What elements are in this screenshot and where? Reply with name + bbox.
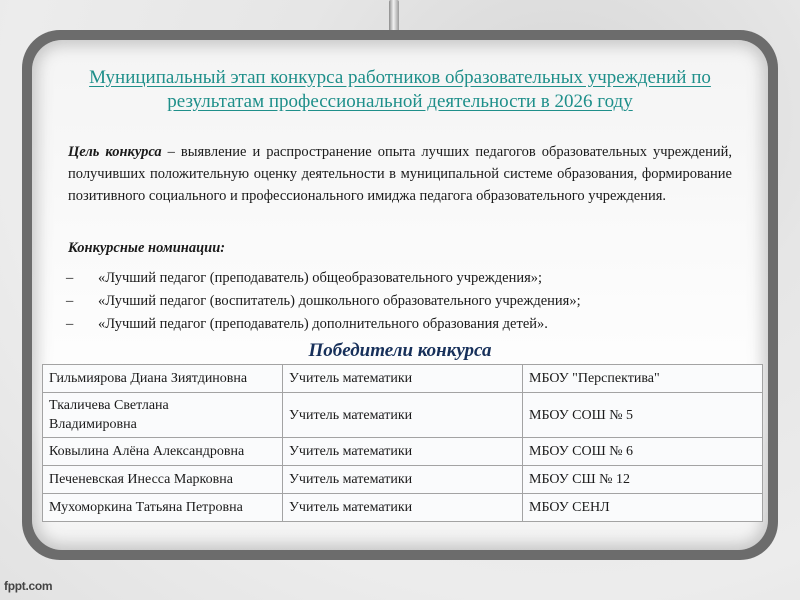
nomination-item — [66, 313, 746, 336]
winner-name: Гильмиярова Диана Зиятдиновна — [43, 365, 283, 393]
winner-position: Учитель математики — [283, 365, 523, 393]
table-row — [43, 365, 763, 393]
nomination-item — [66, 267, 746, 290]
nomination-text: «Лучший педагог (воспитатель) дошкольного образовательного учреждения»; — [98, 293, 581, 309]
goal-paragraph — [68, 141, 732, 207]
dash-bullet: – — [66, 316, 74, 332]
nominations-list — [66, 267, 746, 336]
nomination-text: «Лучший педагог (преподаватель) дополнительного образования детей». — [98, 316, 548, 332]
winner-name: Ткаличева Светлана Владимировна — [43, 393, 283, 438]
table-row — [43, 438, 763, 466]
winner-name: Мухоморкина Татьяна Петровна — [43, 494, 283, 522]
winner-school: МБОУ СЕНЛ — [523, 494, 763, 522]
winner-position: Учитель математики — [283, 466, 523, 494]
winner-name: Ковылина Алёна Александровна — [43, 438, 283, 466]
table-row — [43, 466, 763, 494]
goal-label: Цель конкурса — [68, 144, 162, 160]
winner-name: Печеневская Инесса Марковна — [43, 466, 283, 494]
winner-position: Учитель математики — [283, 494, 523, 522]
nomination-text: «Лучший педагог (преподаватель) общеобразовательного учреждения»; — [98, 270, 543, 286]
dash-bullet: – — [66, 270, 74, 286]
table-row — [43, 494, 763, 522]
winner-school: МБОУ СШ № 12 — [523, 466, 763, 494]
goal-text: – выявление и распространение опыта лучших педагогов образовательных учреждений, получивших положительную оценку деятельности в муниципальной системе образования, формирование позитивного социального и профессионального имиджа педагога образовательного учреждения. — [68, 144, 732, 204]
winner-school: МБОУ СОШ № 6 — [523, 438, 763, 466]
nominations-heading: Конкурсные номинации: — [68, 240, 226, 256]
winners-title: Победители конкурса — [308, 340, 492, 361]
dash-bullet: – — [66, 293, 74, 309]
winners-table — [42, 364, 763, 522]
slide-title[interactable]: Муниципальный этап конкурса работников образовательных учреждений по результатам профессиональной деятельности в 2026 году — [89, 67, 711, 112]
winner-position: Учитель математики — [283, 438, 523, 466]
board-hanger — [389, 0, 399, 32]
fppt-logo: fppt.com — [4, 579, 53, 593]
winner-school: МБОУ СОШ № 5 — [523, 393, 763, 438]
table-row — [43, 393, 763, 438]
winner-school: МБОУ "Перспектива" — [523, 365, 763, 393]
nomination-item — [66, 290, 746, 313]
winner-position: Учитель математики — [283, 393, 523, 438]
